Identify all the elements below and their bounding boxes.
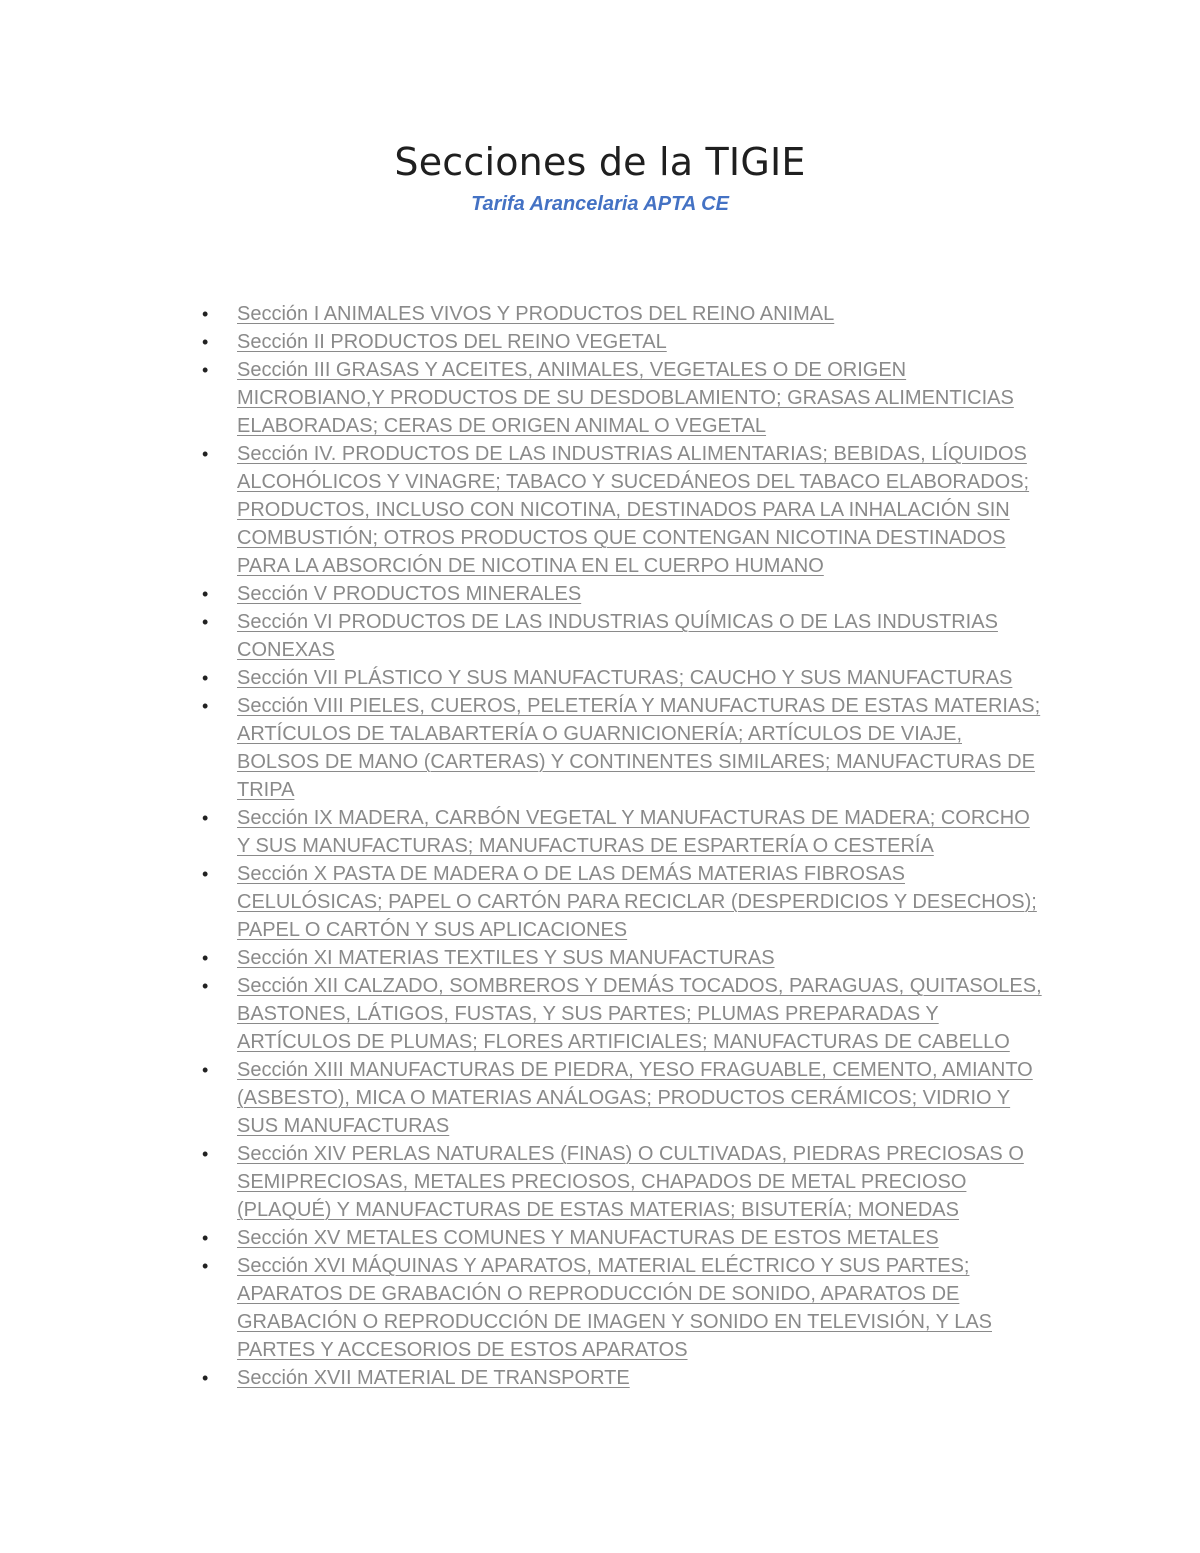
section-link-xiv[interactable]: Sección XIV PERLAS NATURALES (FINAS) O CULTIVADAS, PIEDRAS PRECIOSAS O SEMIPRECIOSAS, METALES PRECIOSOS, CHAPADOS DE METAL PRECIOSO (PLAQUÉ) Y MANUFACTURAS DE ESTAS MATERIAS; BISUTERÍA; MONEDAS bbox=[237, 1143, 1024, 1221]
section-list-item bbox=[200, 440, 1045, 580]
section-list-item bbox=[200, 608, 1045, 664]
section-list-item bbox=[200, 1224, 1045, 1252]
page-title: Secciones de la TIGIE bbox=[394, 140, 806, 184]
section-list-item bbox=[200, 356, 1045, 440]
section-link-ii[interactable]: Sección II PRODUCTOS DEL REINO VEGETAL bbox=[237, 331, 667, 353]
section-list-item bbox=[200, 1252, 1045, 1364]
bullet-icon: • bbox=[202, 584, 209, 604]
bullet-icon: • bbox=[202, 332, 209, 352]
section-list bbox=[200, 300, 1045, 1392]
section-list-item bbox=[200, 944, 1045, 972]
section-list-item bbox=[200, 804, 1045, 860]
section-link-xii[interactable]: Sección XII CALZADO, SOMBREROS Y DEMÁS TOCADOS, PARAGUAS, QUITASOLES, BASTONES, LÁTIGOS, FUSTAS, Y SUS PARTES; PLUMAS PREPARADAS Y ARTÍCULOS DE PLUMAS; FLORES ARTIFICIALES; MANUFACTURAS DE CABELLO bbox=[237, 975, 1042, 1053]
section-link-vii[interactable]: Sección VII PLÁSTICO Y SUS MANUFACTURAS; CAUCHO Y SUS MANUFACTURAS bbox=[237, 667, 1013, 689]
section-list-item bbox=[200, 1140, 1045, 1224]
section-link-iii[interactable]: Sección III GRASAS Y ACEITES, ANIMALES, VEGETALES O DE ORIGEN MICROBIANO,Y PRODUCTOS DE SU DESDOBLAMIENTO; GRASAS ALIMENTICIAS ELABORADAS; CERAS DE ORIGEN ANIMAL O VEGETAL bbox=[237, 359, 1014, 437]
section-link-v[interactable]: Sección V PRODUCTOS MINERALES bbox=[237, 583, 582, 605]
bullet-icon: • bbox=[202, 668, 209, 688]
section-list-item bbox=[200, 580, 1045, 608]
section-link-x[interactable]: Sección X PASTA DE MADERA O DE LAS DEMÁS MATERIAS FIBROSAS CELULÓSICAS; PAPEL O CARTÓN PARA RECICLAR (DESPERDICIOS Y DESECHOS); PAPEL O CARTÓN Y SUS APLICACIONES bbox=[237, 863, 1037, 941]
bullet-icon: • bbox=[202, 1256, 209, 1276]
section-list-item bbox=[200, 1364, 1045, 1392]
section-list-item bbox=[200, 300, 1045, 328]
section-link-ix[interactable]: Sección IX MADERA, CARBÓN VEGETAL Y MANUFACTURAS DE MADERA; CORCHO Y SUS MANUFACTURAS; MANUFACTURAS DE ESPARTERÍA O CESTERÍA bbox=[237, 807, 1030, 857]
section-link-xvii[interactable]: Sección XVII MATERIAL DE TRANSPORTE bbox=[237, 1367, 630, 1389]
bullet-icon: • bbox=[202, 948, 209, 968]
section-list-item bbox=[200, 664, 1045, 692]
section-link-i[interactable]: Sección I ANIMALES VIVOS Y PRODUCTOS DEL REINO ANIMAL bbox=[237, 303, 835, 325]
bullet-icon: • bbox=[202, 1060, 209, 1080]
section-list-item bbox=[200, 328, 1045, 356]
bullet-icon: • bbox=[202, 976, 209, 996]
section-link-xvi[interactable]: Sección XVI MÁQUINAS Y APARATOS, MATERIAL ELÉCTRICO Y SUS PARTES; APARATOS DE GRABACIÓN O REPRODUCCIÓN DE SONIDO, APARATOS DE GRABACIÓN O REPRODUCCIÓN DE IMAGEN Y SONIDO EN TELEVISIÓN, Y LAS PARTES Y ACCESORIOS DE ESTOS APARATOS bbox=[237, 1255, 992, 1361]
bullet-icon: • bbox=[202, 304, 209, 324]
bullet-icon: • bbox=[202, 612, 209, 632]
bullet-icon: • bbox=[202, 808, 209, 828]
section-link-xi[interactable]: Sección XI MATERIAS TEXTILES Y SUS MANUFACTURAS bbox=[237, 947, 775, 969]
bullet-icon: • bbox=[202, 1368, 209, 1388]
bullet-icon: • bbox=[202, 444, 209, 464]
section-link-viii[interactable]: Sección VIII PIELES, CUEROS, PELETERÍA Y MANUFACTURAS DE ESTAS MATERIAS; ARTÍCULOS DE TALABARTERÍA O GUARNICIONERÍA; ARTÍCULOS DE VIAJE, BOLSOS DE MANO (CARTERAS) Y CONTINENTES SIMILARES; MANUFACTURAS DE TRIPA bbox=[237, 695, 1041, 801]
section-list-item bbox=[200, 972, 1045, 1056]
section-list-item bbox=[200, 1056, 1045, 1140]
bullet-icon: • bbox=[202, 1228, 209, 1248]
section-link-xv[interactable]: Sección XV METALES COMUNES Y MANUFACTURAS DE ESTOS METALES bbox=[237, 1227, 939, 1249]
section-link-xiii[interactable]: Sección XIII MANUFACTURAS DE PIEDRA, YESO FRAGUABLE, CEMENTO, AMIANTO (ASBESTO), MICA O MATERIAS ANÁLOGAS; PRODUCTOS CERÁMICOS; VIDRIO Y SUS MANUFACTURAS bbox=[237, 1059, 1033, 1137]
bullet-icon: • bbox=[202, 360, 209, 380]
bullet-icon: • bbox=[202, 696, 209, 716]
section-list-item bbox=[200, 692, 1045, 804]
bullet-icon: • bbox=[202, 1144, 209, 1164]
section-link-vi[interactable]: Sección VI PRODUCTOS DE LAS INDUSTRIAS QUÍMICAS O DE LAS INDUSTRIAS CONEXAS bbox=[237, 611, 998, 661]
page-subtitle: Tarifa Arancelaria APTA CE bbox=[471, 193, 729, 215]
bullet-icon: • bbox=[202, 864, 209, 884]
section-list-item bbox=[200, 860, 1045, 944]
section-link-iv[interactable]: Sección IV. PRODUCTOS DE LAS INDUSTRIAS ALIMENTARIAS; BEBIDAS, LÍQUIDOS ALCOHÓLICOS Y VINAGRE; TABACO Y SUCEDÁNEOS DEL TABACO ELABORADOS; PRODUCTOS, INCLUSO CON NICOTINA, DESTINADOS PARA LA INHALACIÓN SIN COMBUSTIÓN; OTROS PRODUCTOS QUE CONTENGAN NICOTINA DESTINADOS PARA LA ABSORCIÓN DE NICOTINA EN EL CUERPO HUMANO bbox=[237, 443, 1030, 577]
